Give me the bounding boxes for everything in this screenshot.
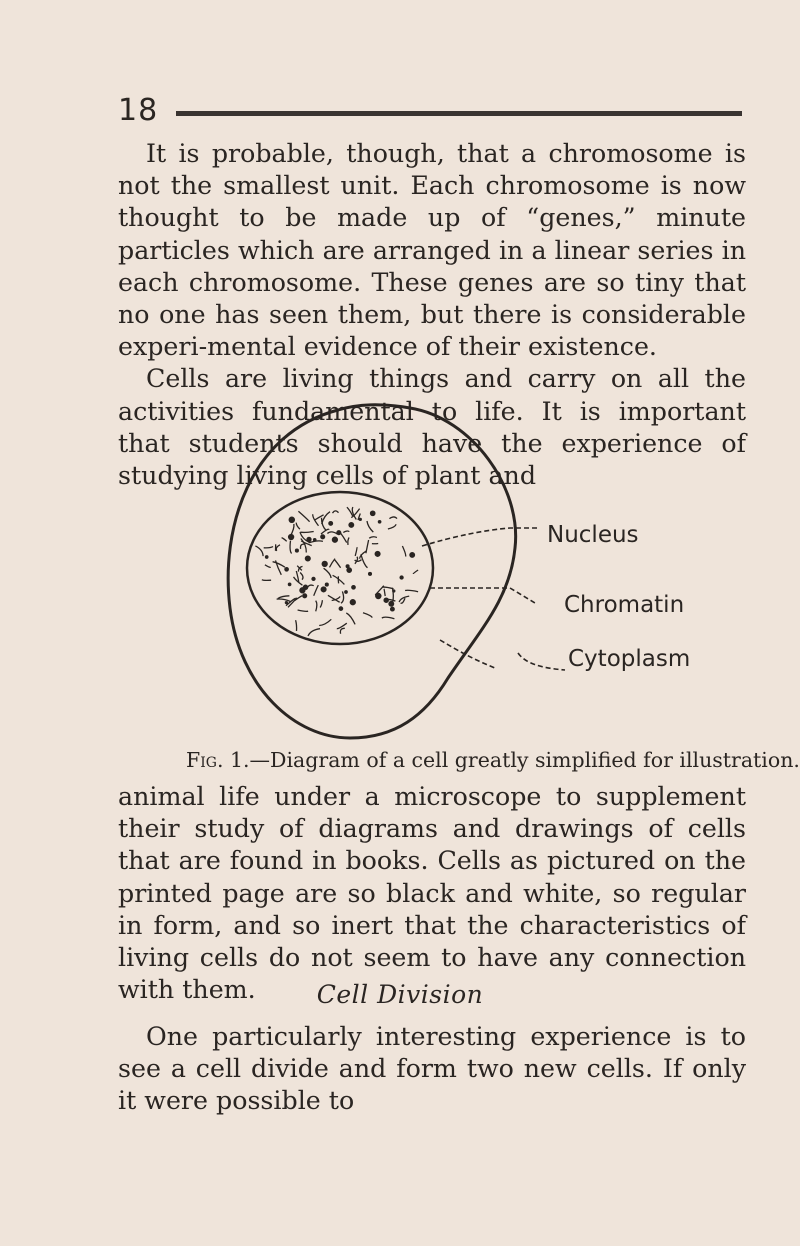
text-block-bottom [118,1021,746,1118]
chromatin-strand [327,532,337,534]
chromatin-strand [300,532,313,533]
chromatin-strand [296,523,300,530]
chromatin-strand [340,628,344,634]
chromatin-strands [255,507,418,636]
chromatin-granule [285,602,287,604]
chromatin-strand [314,585,319,596]
chromatin-granule [307,537,311,541]
chromatin-strand [337,623,347,628]
chromatin-granule [400,576,403,579]
chromatin-granule [321,535,325,539]
section-heading: Cell Division [316,980,484,1009]
chromatin-strand [324,568,332,578]
chromatin-granule [321,587,326,592]
chromatin-strand [276,545,280,551]
page-number: 18 [118,93,159,128]
cell-diagram [210,398,670,748]
chromatin-strand [363,613,372,618]
chromatin-granule [371,511,375,515]
chromatin-granule [289,535,294,540]
chromatin-granule [391,607,395,611]
chromatin-granule [332,537,337,542]
paragraph-microscope: animal life under a microscope to supplement their study of diagrams and drawings of cells that are found in books. Cells as pictured on the printed page are so black and white, so regular in form, and so inert that the characteristics of living cells do not seem to have any connection with them. [118,782,746,1005]
chromatin-strand [255,546,263,556]
chromatin-granule [289,517,294,522]
chromatin-strand [296,620,297,631]
chromatin-granule [378,521,380,523]
chromatin-strand [341,591,344,603]
caption-fig-abbr: Fig. [186,748,224,772]
chromatin-strand [335,560,341,568]
chromatin-strand [298,610,309,611]
chromatin-granule [389,602,394,607]
header-rule [176,111,742,116]
chromatin-leader [430,588,535,603]
chromatin-strand [273,562,285,568]
chromatin-granule [322,561,327,566]
chromatin-strand [316,601,317,612]
chromatin-strand [348,538,349,545]
chromatin-strand [382,617,395,619]
chromatin-granule [345,591,347,593]
chromatin-strand [298,511,309,521]
chromatin-granule [339,607,342,610]
chromatin-strand [369,537,377,538]
chromatin-granule [347,568,351,572]
chromatin-strand [346,613,355,624]
paragraph-living-cells: Cells are living things and carry on all the activities fundamental to life. It is important that students should have the experience of studying living cells of plant and [118,364,746,491]
chromatin-granule [296,549,299,552]
chromatin-strand [333,511,339,513]
chromatin-granule [303,594,307,598]
chromatin-strand [319,619,331,625]
chromatin-granule [305,556,310,561]
cell-figure [210,398,691,748]
label-chromatin: Chromatin [564,592,685,618]
chromatin-strand [343,531,349,533]
chromatin-strand [367,521,373,532]
chromatin-strand [402,546,405,557]
chromatin-strand [355,547,357,556]
chromatin-strand [290,541,292,554]
chromatin-granule [288,583,290,585]
chromatin-granule [285,568,288,571]
cytoplasm-leader [440,640,565,670]
chromatin-strand [384,589,385,596]
chromatin-granule [349,523,354,528]
chromatin-granule [350,600,355,605]
chromatin-strand [355,560,362,562]
text-block-middle [118,781,746,1006]
nucleus-leader [422,528,540,546]
chromatin-strand [413,570,418,574]
chromatin-strand [361,554,368,568]
chromatin-granule [376,593,381,598]
figure-caption [186,748,800,772]
chromatin-strand [282,538,287,542]
chromatin-strand [405,590,418,591]
chromatin-strand [320,600,322,607]
chromatin-strand [264,547,273,548]
chromatin-strand [278,596,290,599]
chromatin-granule [410,553,415,558]
cell-membrane [228,405,515,738]
chromatin-granule [369,573,372,576]
chromatin-granule [384,598,388,602]
caption-text: 1.—Diagram of a cell greatly simplified for illustration. [230,748,800,772]
chromatin-granule [325,583,328,586]
chromatin-granule [303,585,307,589]
chromatin-granule [352,586,355,589]
chromatin-granule [393,590,395,592]
paragraph-cell-division: One particularly interesting experience is to see a cell divide and form two new cells. If only it were possible to [118,1022,746,1116]
chromatin-granule [346,565,349,568]
chromatin-granule [266,556,268,558]
chromatin-strand [308,629,320,636]
chromatin-strand [300,573,303,580]
chromatin-strand [330,559,336,568]
chromatin-strand [388,524,396,529]
chromatin-granule [359,518,361,520]
chromatin-granule [337,531,341,535]
chromatin-granule [375,552,380,557]
chromatin-granule [329,522,333,526]
chromatin-strand [262,580,271,581]
chromatin-granule [312,577,315,580]
label-nucleus: Nucleus [547,522,639,548]
chromatin-granule [314,539,316,541]
label-cytoplasm: Cytoplasm [568,646,691,672]
paragraph-chromosome-genes: It is probable, though, that a chromosome is not the smallest unit. Each chromosome is now thought to be made up of “genes,” minute particles which are arranged in a linear series in each chromosome. These genes are so tiny that no one has seen them, but there is considerable experi-mental evidence of their existence. [118,139,746,362]
chromatin-strand [265,565,271,568]
chromatin-strand [277,599,291,602]
chromatin-strand [389,517,397,519]
